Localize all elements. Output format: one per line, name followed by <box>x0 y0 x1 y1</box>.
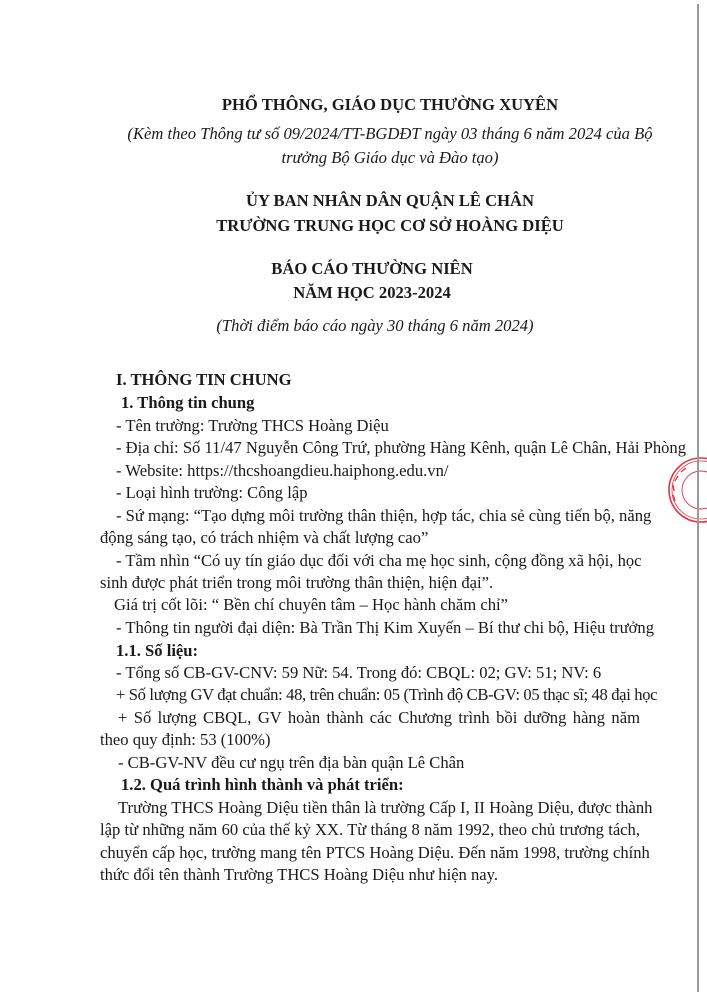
vision-line-cont: sinh được phát triển trong môi trường thân thiện, hiện đại”. <box>100 573 494 592</box>
subsection-heading: 1.2. Quá trình hình thành và phát triển: <box>121 775 404 794</box>
history-line: thức đổi tên thành Trường THCS Hoàng Diệu như hiện nay. <box>100 865 499 884</box>
training-line: + Số lượng CBQL, GV hoàn thành các Chương trình bồi dưỡng hàng năm <box>118 708 640 727</box>
core-values-line: Giá trị cốt lõi: “ Bền chí chuyên tâm – Học hành chăm chỉ” <box>114 595 508 614</box>
report-date: (Thời điểm báo cáo ngày 30 tháng 6 năm 2024) <box>216 316 534 335</box>
section-heading: I. THÔNG TIN CHUNG <box>116 370 292 389</box>
doc-subtitle: NĂM HỌC 2023-2024 <box>293 283 451 302</box>
website-line: - Website: https://thcshoangdieu.haiphong.edu.vn/ <box>116 461 449 480</box>
subsection-heading: 1. Thông tin chung <box>121 393 255 412</box>
legal-basis-cont: trưởng Bộ Giáo dục và Đào tạo) <box>281 148 499 167</box>
school-name-line: - Tên trường: Trường THCS Hoàng Diệu <box>116 416 389 435</box>
staff-total-line: - Tổng số CB-GV-CNV: 59 Nữ: 54. Trong đó: CBQL: 02; GV: 51; NV: 6 <box>116 663 602 682</box>
history-line: chuyển cấp học, trường mang tên PTCS Hoàng Diệu. Đến năm 1998, trường chính <box>100 843 650 862</box>
training-line-cont: theo quy định: 53 (100%) <box>100 730 271 749</box>
mission-line-cont: động sáng tạo, có trách nhiệm và chất lượng cao” <box>100 528 429 547</box>
representative-line: - Thông tin người đại diện: Bà Trần Thị Kim Xuyến – Bí thư chi bộ, Hiệu trưởng <box>116 618 655 637</box>
vision-line: - Tầm nhìn “Có uy tín giáo dục đối với cha mẹ học sinh, cộng đồng xã hội, học <box>116 551 642 570</box>
header-line: PHỔ THÔNG, GIÁO DỤC THƯỜNG XUYÊN <box>221 95 559 114</box>
mission-line: - Sứ mạng: “Tạo dựng môi trường thân thiện, hợp tác, chia sẻ cùng tiến bộ, năng <box>116 506 652 525</box>
history-line: lập từ những năm 60 của thế kỷ XX. Từ tháng 8 năm 1992, theo chủ trương tách, <box>100 820 640 839</box>
official-stamp-icon <box>663 455 707 525</box>
page-edge-divider <box>697 4 699 992</box>
address-line: - Địa chỉ: Số 11/47 Nguyễn Công Trứ, phường Hàng Kênh, quận Lê Chân, Hải Phòng <box>116 438 687 457</box>
school-type-line: - Loại hình trường: Công lập <box>116 483 308 502</box>
subsection-heading: 1.1. Số liệu: <box>116 641 199 660</box>
doc-title: BÁO CÁO THƯỜNG NIÊN <box>271 259 473 278</box>
teacher-standard-line: + Số lượng GV đạt chuẩn: 48, trên chuẩn: 05 (Trình độ CB-GV: 05 thạc sĩ; 48 đại học <box>116 685 658 704</box>
school-name: TRƯỜNG TRUNG HỌC CƠ SỞ HOÀNG DIỆU <box>216 216 564 235</box>
legal-basis: (Kèm theo Thông tư số 09/2024/TT-BGDĐT ngày 03 tháng 6 năm 2024 của Bộ <box>127 124 653 143</box>
org-name: ỦY BAN NHÂN DÂN QUẬN LÊ CHÂN <box>246 191 534 210</box>
residence-line: - CB-GV-NV đều cư ngụ trên địa bàn quận Lê Chân <box>118 753 465 772</box>
history-line: Trường THCS Hoàng Diệu tiền thân là trường Cấp I, II Hoàng Diệu, được thành <box>118 798 653 817</box>
